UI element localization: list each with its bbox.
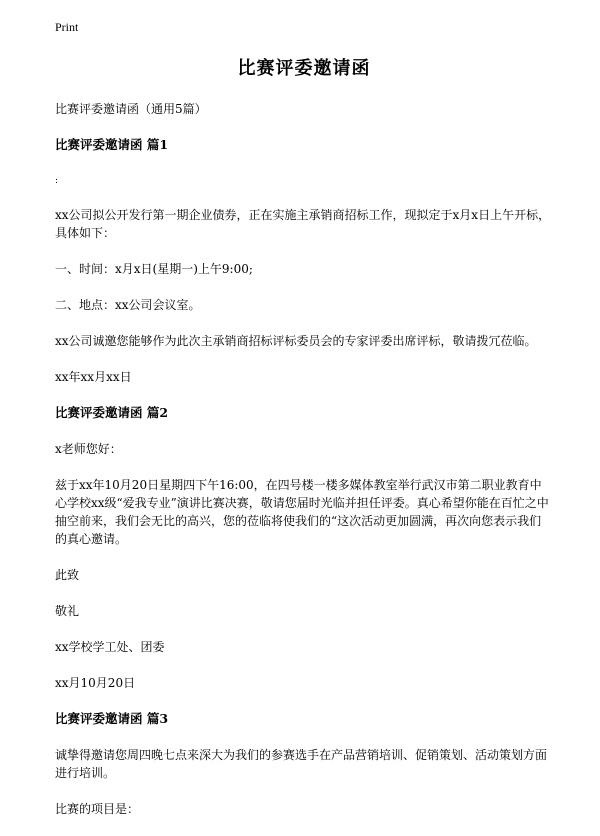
section-2-closing: 此致 [55, 568, 80, 582]
page-title: 比赛评委邀请函 [237, 58, 371, 79]
section-2-signature: xx学校学工处、团委 [55, 640, 165, 654]
section-heading-2: 比赛评委邀请函 篇2 [55, 405, 169, 420]
section-2-paragraph: 兹于xx年10月20日星期四下午16:00，在四号楼一楼多媒体教室举行武汉市第二职业教育中心学校xx级“爱我专业”演讲比赛决赛，敬请您届时光临并担任评委。真心希望你能在百忙之中抽空前来，我们会无比的高兴，您的莅临将使我们的“这次活动更加圆满，再次向您表示我们的真心邀请。 [55, 478, 549, 546]
print-link[interactable]: Print [55, 20, 79, 34]
section-heading-1: 比赛评委邀请函 篇1 [55, 137, 169, 152]
section-2-greeting: x老师您好： [55, 442, 122, 456]
section-1-date: xx年xx月xx日 [55, 370, 132, 384]
document-subtitle: 比赛评委邀请函（通用5篇） [55, 102, 207, 116]
section-2-date: xx月10月20日 [55, 676, 136, 690]
section-1-paragraph: xx公司诚邀您能够作为此次主承销商招标评标委员会的专家评委出席评标，敬请拨冗莅临。 [55, 334, 537, 348]
section-heading-3: 比赛评委邀请函 篇3 [55, 711, 169, 726]
section-2-closing: 敬礼 [55, 604, 80, 618]
section-3-paragraph: 诚挚得邀请您周四晚七点来深大为我们的参赛选手在产品营销培训、促销策划、活动策划方面进行培训。 [55, 748, 548, 780]
section-3-paragraph: 比赛的项目是： [55, 802, 140, 816]
document-body [55, 48, 553, 836]
section-1-mark: : [55, 176, 59, 186]
section-1-paragraph: xx公司拟公开发行第一期企业债券，正在实施主承销商招标工作，现拟定于x月x日上午开标，具体如下： [55, 208, 551, 240]
section-1-paragraph: 二、地点：xx公司会议室。 [55, 298, 201, 312]
section-1-paragraph: 一、时间：x月x日(星期一)上午9:00; [55, 262, 253, 276]
